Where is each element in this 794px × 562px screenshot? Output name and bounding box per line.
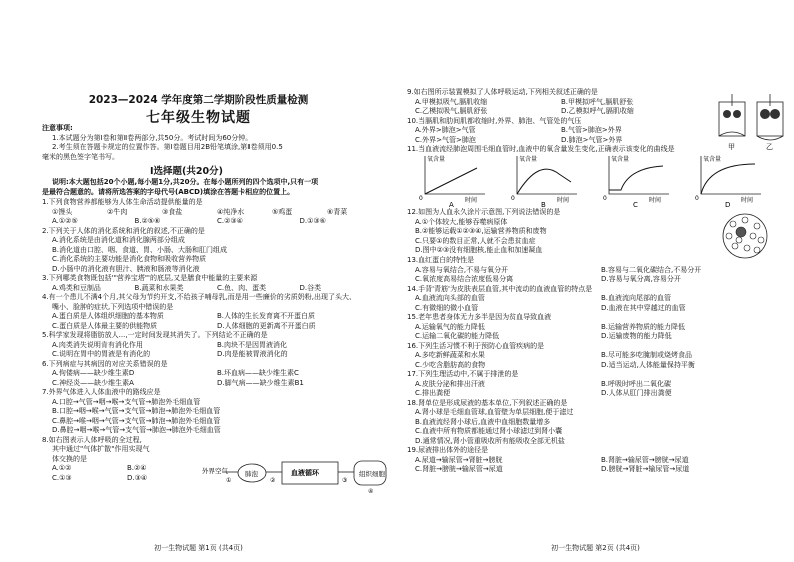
graph-curve: [701, 164, 755, 194]
blood-cell: [732, 243, 738, 249]
question-stem: 体交换的是: [52, 454, 87, 463]
choice: A.皮肤分泌和排出汗液: [415, 379, 485, 388]
choice: D.膀胱→肾脏→输尿管→尿道: [601, 465, 690, 473]
choice: C.鼻腔→喉→咽→气管→支气管→肺泡→肺泡外毛细血管: [52, 416, 221, 425]
choice: D.通常情况,肾小管重吸收所有能吸收全部无机盐: [415, 436, 565, 445]
notice-heading: 注意事项:: [42, 124, 73, 132]
choice: B.尽可能多吃腌制或烧烤食品: [601, 351, 693, 359]
question-stem: 3.下列哪类食物既包括'"营养宝塔"'的底层,又是膳食中能量的主要来源: [42, 274, 258, 282]
option: ⑥青菜: [327, 207, 348, 216]
model-label: 乙: [766, 143, 773, 151]
choice: B.血液流经肾小球后,血液中血细胞数量增多: [415, 417, 551, 426]
notice-line: 2.考生须在答题卡规定的位置作答。第Ⅰ卷题目用2B铅笔填涂,第Ⅱ卷须用0.5: [52, 143, 283, 151]
graph-x-label: 时间: [649, 197, 662, 204]
graph-x-label: 时间: [741, 197, 754, 204]
graph-x-label: 时间: [557, 197, 570, 204]
choice: C.神经炎——缺少维生素A: [52, 378, 134, 387]
graph-y-label: 氧含量: [519, 156, 538, 163]
choice: B.坏血病——缺少维生素C: [217, 369, 299, 377]
choice: D.血液在其中穿越过的血管: [601, 303, 686, 312]
exam-page-2: [397, 0, 794, 562]
choice: A.①②: [52, 464, 72, 472]
choice: B.肉块不是因胃液消化: [217, 340, 288, 349]
question-stem: 12.如图为人血永久涂片示意图,下列说法错误的是: [407, 208, 561, 216]
option: ④纯净水: [217, 207, 245, 216]
instruction-line: 是最符合题意的。请将所选答案的字母代号(ABCD)填涂在答题卡相应的位置上。: [42, 187, 295, 196]
choice: D.肺泡>气管>外界: [561, 135, 623, 144]
choice: A.外界>肺泡>气管: [415, 126, 476, 134]
choice: C.运输二氧化碳的能力降低: [415, 332, 500, 340]
graph-origin: 0: [695, 195, 699, 202]
tissue-label: 组织细胞: [359, 470, 385, 478]
choice: C.说明在胃中的胃液是有消化的: [52, 350, 151, 358]
question-choices: [42, 341, 382, 351]
option: ②牛肉: [107, 207, 128, 216]
question-stem: 19.尿液排出体外的途径是: [407, 446, 489, 454]
graph-origin: 0: [419, 195, 423, 202]
blood-cell: [730, 221, 736, 227]
question-stem: 6.下列病症与其病因的对应关系错误的是: [42, 359, 168, 368]
graph-curve: [425, 168, 477, 194]
option: ①馒头: [52, 207, 73, 216]
instructions: [42, 178, 318, 197]
choice: A.消化系统是由消化道和消化腺两部分组成: [52, 236, 185, 244]
choice: B.运输营养物质的能力降低: [601, 322, 686, 331]
graph-option-label: A: [449, 201, 454, 208]
question-stem: 14.手背'青筋'为皮肤表层血管,其中流动的血液血管的特点是: [407, 284, 593, 293]
page-footer: 初一生物试题 第1页 (共4页): [154, 544, 243, 552]
instruction-line: 说明:本大题包括20个小题,每小题1分,共20分。在每小题所列的四个选项中,只有一项: [52, 178, 319, 186]
blood-cell: [750, 233, 756, 239]
question-choices: [42, 369, 382, 379]
choice: A.肾小球是毛细血管球,血管壁为单层细胞,便于滤过: [415, 408, 574, 416]
oxygen-graph: [419, 155, 485, 208]
step-label: ③: [342, 477, 348, 484]
graph-origin: 0: [603, 195, 607, 202]
question-choices: [42, 474, 202, 484]
choice: C.蛋白质是人体最主要的供能物质: [52, 321, 158, 330]
choice: B.蔬菜和水果类: [134, 283, 184, 292]
choice: C.②③④: [217, 217, 243, 225]
blood-cell: [742, 217, 748, 223]
choice: A.①②⑤: [52, 217, 78, 225]
choice: A.容易与氧结合,不易与氧分开: [415, 265, 509, 274]
question-stem: 4.有一个患儿不满4个月,其父母为节约开支,不给孩子哺母乳,而是用一些廉价的劣质奶粉,出现了头大、: [42, 293, 357, 301]
model-yi: [757, 94, 783, 151]
choice: C.鱼、肉、蛋类: [217, 283, 267, 292]
choice: B.甲模拟呼气,膈肌舒张: [561, 97, 634, 106]
questions-right-mid: [407, 208, 677, 256]
graph-option-label: D: [725, 201, 731, 208]
choice: A.佝偻病——缺少维生素D: [52, 369, 135, 377]
choice: B.人体的生长发育离不开蛋白质: [217, 312, 316, 320]
choice: D.小肠中的消化液有胆汁、胰液和肠液等消化液: [52, 264, 200, 273]
lung-label: 肺泡: [245, 470, 258, 478]
step-label: ②: [270, 477, 276, 484]
question-choices: [42, 464, 202, 474]
blood-cell: [726, 233, 732, 239]
graph-curve: [517, 169, 571, 194]
question-stem: 16.下列生活习惯不利于预防心血管疾病的是: [407, 341, 545, 350]
choice: D.适当运动,人体能量保持平衡: [601, 360, 695, 369]
graph-option-label: C: [633, 201, 638, 208]
choice: B.②能够运载①②③④,运输营养物质和废物: [415, 227, 547, 235]
question-stem: 2.下列关于人体的消化系统和消化的叙述,不正确的是: [42, 226, 205, 235]
choice: D.容易与氧分离,容易分开: [601, 275, 681, 283]
question-stem: 5.科学家发现将脂肪放人...,一定时间发现其消失了。下列结论不正确的是: [42, 331, 268, 339]
question-stem: 9.如右图所示装置模拟了人体呼吸运动,下列相关叙述正确的是: [407, 88, 598, 96]
page-footer: 初一生物试题 第2页 (共4页): [551, 544, 640, 552]
question-stem: 其中通过"气体扩散"作用实现气: [52, 445, 150, 453]
blood-cell: [736, 237, 742, 243]
option: ③食盐: [162, 207, 183, 216]
notice-line: 毫米的黑色签字笔书写。: [42, 152, 119, 161]
blood-cell: [736, 227, 746, 237]
choice: C.排出粪便: [415, 389, 451, 397]
question-choices: [42, 350, 382, 360]
choice: B.容易与二氧化碳结合,不易分开: [601, 265, 702, 274]
section-title: Ⅰ选择题(共20分): [150, 166, 223, 177]
choice: D.①③⑥: [299, 217, 326, 225]
question-stem: 7.外界气体进入人体血液中的路线应是: [42, 388, 161, 396]
question-options: [42, 208, 382, 218]
blood-cell: [744, 245, 750, 251]
choice: B.②⑤⑥: [134, 217, 161, 225]
choice: B.气管>肺泡>外界: [561, 126, 622, 134]
question-stem: 嘴小、脸肿的症状,下列选项中错误的是: [52, 302, 174, 311]
blood-smear-diagram: [715, 210, 775, 262]
question-choices: [42, 312, 382, 322]
choice: A.尿道→输尿管→肾脏→膀胱: [415, 455, 503, 464]
choice: A.甲模拟吸气,膈肌收缩: [415, 97, 488, 106]
question-stem: 1.下列食物营养都能够为人体生命活动提供能量的是: [42, 198, 203, 206]
graph-y-label: 氧含量: [427, 156, 446, 163]
choice: C.肾脏→膀胱→输尿管→尿道: [415, 465, 503, 473]
choice: C.①③: [52, 473, 72, 482]
graph-option-label: B: [541, 201, 546, 208]
question-stem: 11.当血液流经肺泡周围毛细血管时,血液中的氧含量发生变化,正确表示该变化的曲线是: [407, 145, 675, 153]
model-jia: [719, 94, 745, 151]
questions-left: [42, 198, 382, 483]
notices: [42, 124, 283, 162]
choice: D.肉是能被胃液消化的: [217, 350, 288, 358]
choice: A.鸡类和豆制品: [52, 283, 101, 292]
graph-y-label: 氧含量: [703, 156, 722, 163]
option: ⑤鸡蛋: [272, 207, 293, 216]
notice-line: 1.本试题分为第Ⅰ卷和第Ⅱ卷两部分,共50分。考试时间为60分钟。: [52, 133, 253, 142]
question-stem: 17.下列生理活动中,不属于排泄的是: [407, 370, 519, 378]
choice: C.氧浓度高易结合浓度低易分离: [415, 275, 514, 283]
choice: B.②④: [127, 464, 147, 472]
choice: B.口腔→咽→喉→气管→支气管→肺泡→肺泡外毛细血管: [52, 407, 221, 415]
choice: D.人体细胞的更新离不开蛋白质: [217, 321, 316, 330]
choice: C.消化系统的主要功能是消化食物和吸收营养物质: [52, 255, 207, 263]
choice: D.鼻腔→咽→喉→气管→支气管→肺泡→肺泡外毛细血管: [52, 426, 221, 434]
oxygen-graphs: [417, 154, 787, 208]
choice: D.乙模拟呼气,膈肌收缩: [561, 107, 634, 115]
choice: B.呼吸时呼出二氧化碳: [601, 379, 672, 388]
oxygen-graph: [511, 155, 577, 208]
choice: C.乙模拟吸气,膈肌舒张: [415, 107, 488, 115]
choice: B.消化道由口腔、咽、食道、胃、小肠、大肠和肛门组成: [52, 245, 228, 254]
choice: A.蛋白质是人体组织细胞的基本物质: [52, 312, 164, 320]
blood-label: 血液循环: [291, 469, 319, 477]
choice: A.运输氧气的能力降低: [415, 322, 485, 331]
choice: C.少吃含脂肪高的食物: [415, 360, 486, 369]
choice: D.运输废物的能力降低: [601, 332, 672, 340]
blood-cell: [754, 223, 760, 229]
choice: A.多吃新鲜蔬菜和水果: [415, 351, 485, 359]
question-stem: 10.当膈肌和肋间肌都收缩时,外界、肺泡、气管处的气压: [407, 116, 582, 125]
choice: C.有微细的微小血管: [415, 303, 479, 312]
choice: C.只要①的数目正常,人就不会患贫血症: [415, 236, 536, 245]
choice: A.肉类消失说明肯有消化作用: [52, 340, 143, 349]
blood-cell: [758, 237, 764, 243]
question-stem: 18.肾单位是形成尿液的基本单位,下列叙述正确的是: [407, 398, 568, 407]
exam-subject: 七年级生物试题: [146, 110, 251, 126]
question-stem: 13.血红蛋白的特性是: [407, 256, 475, 264]
choice: D.谷类: [299, 283, 322, 292]
step-label: ①: [226, 477, 232, 484]
graph-x-label: 时间: [465, 197, 478, 204]
respiration-diagram: [200, 458, 390, 496]
blood-cell: [754, 247, 760, 253]
choice: D.图中②③没有细胞核,能止血和加速凝血: [415, 246, 543, 254]
graph-curve: [609, 166, 663, 190]
choice: A.口腔→气管→咽→喉→支气管→肺泡外毛细血管: [52, 397, 201, 406]
question-stem: 15.老年患者身体无力多半是因为贫血导致血液: [407, 313, 552, 321]
outer-air-label: 外界空气: [202, 467, 228, 475]
choice: D.③④: [127, 473, 148, 482]
choice: C.血液中所有物质都能通过肾小球滤过到肾小囊: [415, 427, 563, 435]
choice: B.血液流向尾部的血管: [601, 294, 672, 302]
question-choices: [42, 322, 382, 332]
questions-right-top: [407, 88, 707, 155]
graph-origin: 0: [511, 195, 515, 202]
question-choices: [42, 379, 382, 389]
oxygen-graph: [603, 155, 669, 208]
choice: A.①个体较大,能够吞噬病原体: [415, 217, 508, 226]
oxygen-graph: [695, 155, 761, 208]
question-choices: [42, 284, 382, 294]
choice: C.外界>气管>肺泡: [415, 135, 476, 144]
choice: A.血液流向头部的血管: [415, 294, 485, 302]
exam-title: 2023—2024 学年度第二学期阶段性质量检测: [88, 94, 309, 106]
model-label: 甲: [728, 143, 735, 151]
choice: D.人体从肛门排出粪便: [601, 389, 672, 397]
breathing-model: [715, 92, 789, 154]
choice: D.脚气病——缺少维生素B1: [217, 378, 304, 387]
choice: B.肾脏→输尿管→膀胱→尿道: [601, 455, 689, 464]
question-choices: [42, 217, 382, 227]
step-label: ④: [368, 488, 374, 495]
graph-y-label: 氧含量: [611, 156, 630, 163]
questions-right-bottom: [407, 256, 787, 475]
question-stem: 8.如右图表示人体呼吸的全过程,: [42, 435, 142, 444]
